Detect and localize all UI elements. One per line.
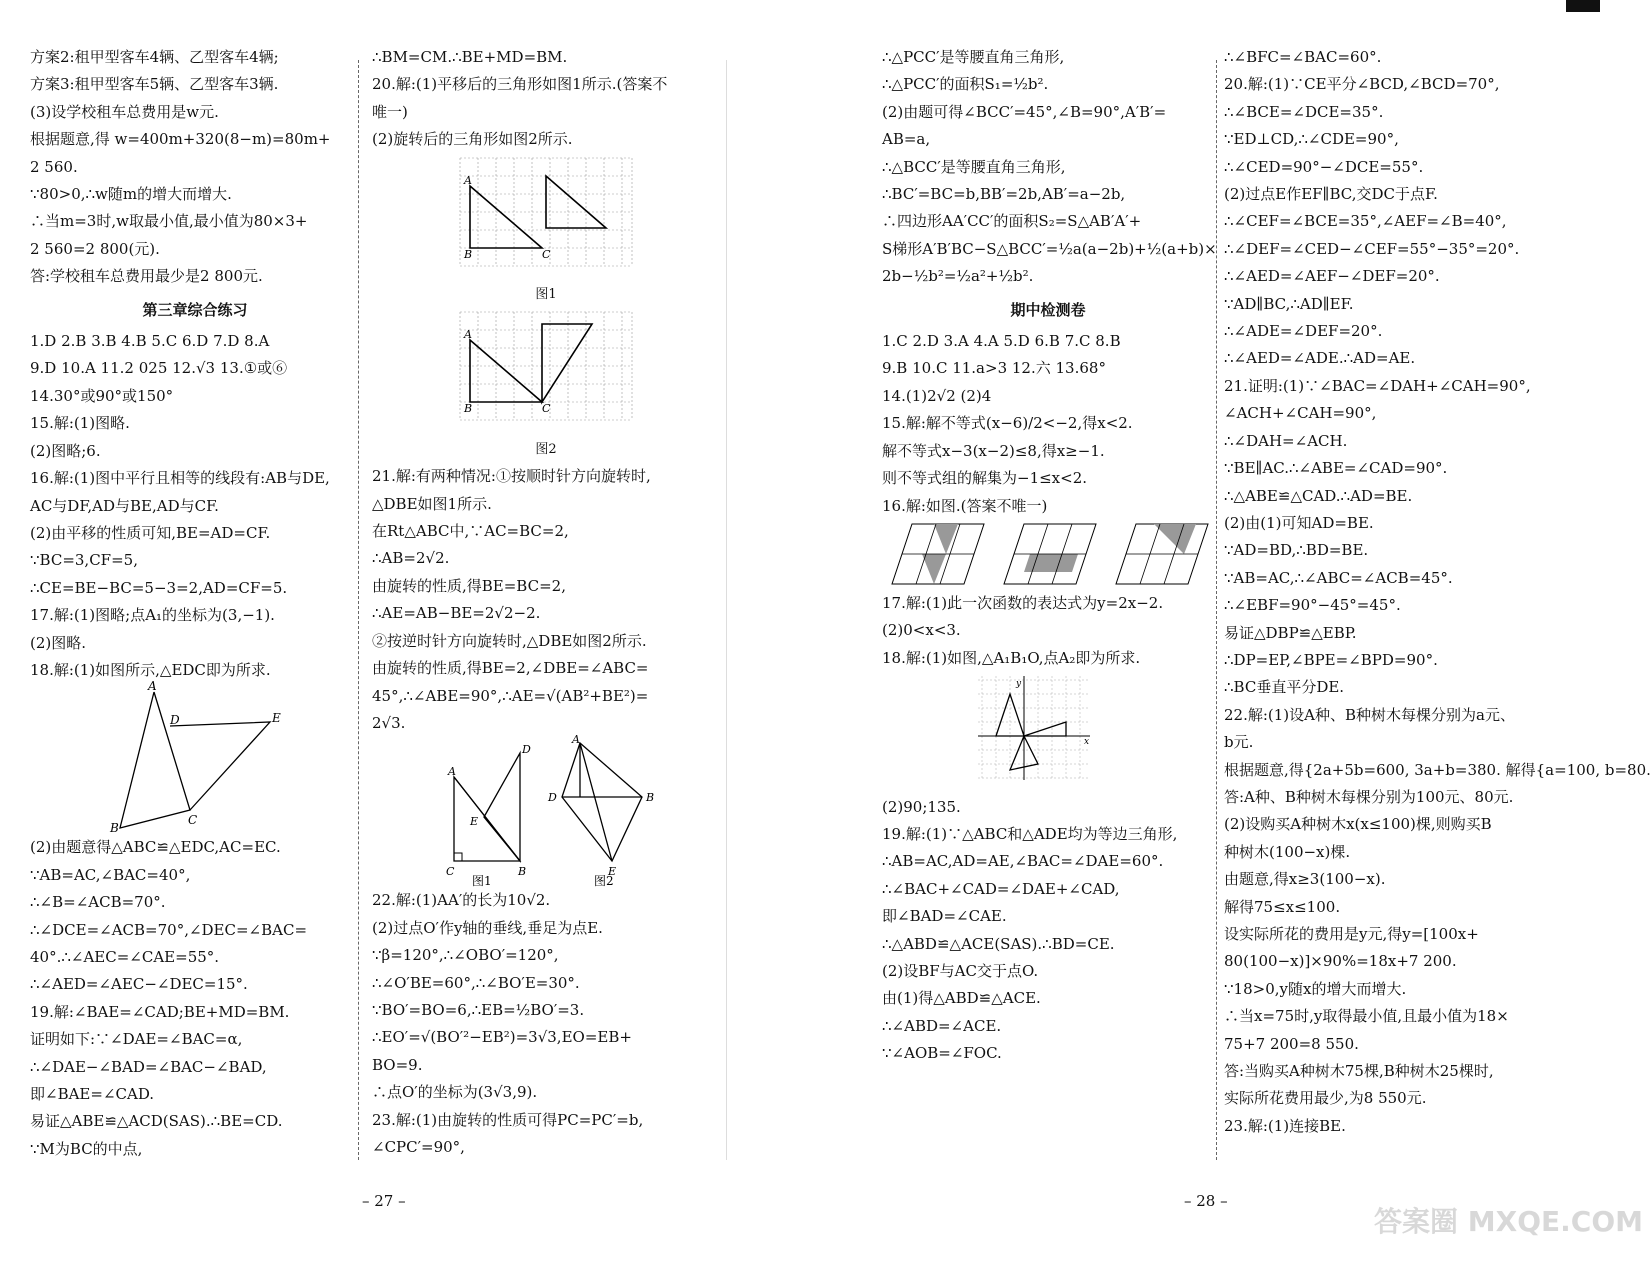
text-line: ∵β=120°,∴∠OBO′=120°, xyxy=(372,946,559,965)
text-line: ∴当m=3时,w取最小值,最小值为80×3+ xyxy=(30,212,308,231)
text-line: (2)过点E作EF∥BC,交DC于点F. xyxy=(1224,185,1438,204)
col3-block-a xyxy=(882,44,1217,291)
text-line: 2b−½b²=½a²+½b². xyxy=(882,267,1034,286)
svg-text:E: E xyxy=(608,865,617,879)
text-line: 1.C 2.D 3.A 4.A 5.D 6.B 7.C 8.B xyxy=(882,332,1121,351)
text-line: 方案3:租甲型客车5辆、乙型客车3辆. xyxy=(30,75,279,94)
text-line: 18.解:(1)如图所示,△EDC即为所求. xyxy=(30,660,271,679)
text-line: ∵BC=3,CF=5, xyxy=(30,551,138,570)
text-line: 由旋转的性质,得BE=2,∠DBE=∠ABC= xyxy=(372,659,649,678)
text-line: 2√3. xyxy=(372,713,406,732)
text-line: 实际所花费用最少,为8 550元. xyxy=(1224,1089,1427,1108)
text-line: ∵M为BC的中点, xyxy=(30,1139,143,1158)
text-line: ∵AB=AC,∠BAC=40°, xyxy=(30,865,191,884)
text-line: 易证△ABE≌△ACD(SAS).∴BE=CD. xyxy=(30,1112,283,1131)
text-line: ②按逆时针方向旋转时,△DBE如图2所示. xyxy=(372,631,647,650)
text-line: (2)图略;6. xyxy=(30,441,101,460)
col1-block-c xyxy=(30,834,360,1163)
text-line: 19.解:(1)∵△ABC和△ADE均为等边三角形, xyxy=(882,824,1178,843)
svg-text:A: A xyxy=(464,328,472,342)
corner-mark xyxy=(1566,0,1600,12)
column-1 xyxy=(30,44,360,1163)
page-number-right: – 28 – xyxy=(1184,1192,1228,1210)
text-line: 15.解:(1)图略. xyxy=(30,414,130,433)
svg-text:A: A xyxy=(464,173,472,187)
svg-text:A: A xyxy=(448,765,456,779)
grid-figure-1 xyxy=(456,154,636,272)
text-line: 21.证明:(1)∵∠BAC=∠DAH+∠CAH=90°, xyxy=(1224,376,1531,395)
text-line: (2)设BF与AC交于点O. xyxy=(882,961,1039,980)
text-line: ∴AB=AC,AD=AE,∠BAC=∠DAE=60°. xyxy=(882,852,1164,871)
text-line: (2)图略. xyxy=(30,633,87,652)
text-line: (2)由题可得∠BCC′=45°,∠B=90°,A′B′= xyxy=(882,102,1167,121)
watermark-logo xyxy=(1366,1191,1643,1251)
svg-text:B: B xyxy=(464,402,473,416)
text-line: 1.D 2.B 3.B 4.B 5.C 6.D 7.D 8.A xyxy=(30,332,270,351)
svg-text:C: C xyxy=(188,813,198,828)
svg-text:C: C xyxy=(542,402,551,416)
text-line: ∴当x=75时,y取得最小值,且最小值为18× xyxy=(1224,1007,1509,1026)
text-line: 9.B 10.C 11.a>3 12.六 13.68° xyxy=(882,359,1106,378)
figure-q16-triangle-grids xyxy=(882,520,1212,590)
text-line: 证明如下:∵∠DAE=∠BAC=α, xyxy=(30,1030,243,1049)
figure-q18-coordinate xyxy=(882,672,1214,793)
col3-block-c xyxy=(882,590,1214,672)
svg-text:E: E xyxy=(272,711,281,726)
text-line: (2)过点O′作y轴的垂线,垂足为点E. xyxy=(372,918,603,937)
text-line: 由(1)得△ABD≌△ACE. xyxy=(882,989,1041,1008)
text-line: 由旋转的性质,得BE=BC=2, xyxy=(372,576,566,595)
text-line: 2 560=2 800(元). xyxy=(30,239,160,258)
column-2 xyxy=(372,44,724,1161)
column-divider-right xyxy=(1216,60,1217,1160)
text-line: 易证△DBP≌△EBP. xyxy=(1224,623,1357,642)
text-line: ∴∠EBF=90°−45°=45°. xyxy=(1224,596,1401,615)
text-line: AB=a, xyxy=(882,130,931,149)
figure-q18 xyxy=(30,679,360,836)
text-line: (2)旋转后的三角形如图2所示. xyxy=(372,130,573,149)
text-line: ∵AD∥BC,∴AD∥EF. xyxy=(1224,294,1354,313)
text-line: ∴△PCC′的面积S₁=½b². xyxy=(882,75,1049,94)
text-line: 20.解:(1)平移后的三角形如图1所示.(答案不 xyxy=(372,75,668,94)
text-line: ∴∠DEF=∠CED−∠CEF=55°−35°=20°. xyxy=(1224,239,1520,258)
text-line: ∴AE=AB−BE=2√2−2. xyxy=(372,604,541,623)
text-line: ∴四边形AA′CC′的面积S₂=S△AB′A′+ xyxy=(882,212,1142,231)
watermark-text: 答案圈 MXQE.COM xyxy=(1374,1205,1643,1238)
fig21-caption-1: 图1 xyxy=(472,874,492,889)
text-line: ∴∠DAE−∠BAD=∠BAC−∠BAD, xyxy=(30,1057,267,1076)
svg-text:D: D xyxy=(548,791,557,805)
svg-text:B: B xyxy=(110,821,119,836)
text-line: 2 560. xyxy=(30,157,78,176)
text-line: 解不等式x−3(x−2)≤8,得x≥−1. xyxy=(882,441,1105,460)
column-3 xyxy=(882,44,1217,1068)
text-line: ∵AD=BD,∴BD=BE. xyxy=(1224,541,1369,560)
text-line: ∴∠DAH=∠ACH. xyxy=(1224,431,1348,450)
text-line: 答:当购买A种树木75棵,B种树木25棵时, xyxy=(1224,1062,1494,1081)
text-line: ∴∠AED=∠AEF−∠DEF=20°. xyxy=(1224,267,1440,286)
figure-q20 xyxy=(372,154,724,464)
text-line: ∵80>0,∴w随m的增大而增大. xyxy=(30,185,232,204)
text-line: AC与DF,AD与BE,AD与CF. xyxy=(30,496,219,515)
text-line: ∴△ABE≌△CAD.∴AD=BE. xyxy=(1224,486,1413,505)
text-line: 即∠BAE=∠CAD. xyxy=(30,1085,155,1103)
text-line: 45°,∴∠ABE=90°,∴AE=√(AB²+BE²)= xyxy=(372,686,649,705)
text-line: ∴∠ADE=∠DEF=20°. xyxy=(1224,322,1383,341)
col3-block-b xyxy=(882,328,1214,520)
figure-caption-2: 图2 xyxy=(535,441,557,457)
text-line: 22.解:(1)AA′的长为10√2. xyxy=(372,891,551,910)
text-line: ∴AB=2√2. xyxy=(372,549,450,568)
text-line: 唯一) xyxy=(372,102,408,121)
col4-block xyxy=(1224,44,1651,1140)
text-line: ∴∠DCE=∠ACB=70°,∠DEC=∠BAC= xyxy=(30,920,308,939)
text-line: 根据题意,得 w=400m+320(8−m)=80m+ xyxy=(30,130,331,149)
text-line: 80(100−x)]×90%=18x+7 200. xyxy=(1224,952,1457,971)
text-line: ∵BE∥AC.∴∠ABE=∠CAD=90°. xyxy=(1224,459,1448,478)
text-line: 23.解:(1)由旋转的性质可得PC=PC′=b, xyxy=(372,1110,644,1129)
svg-text:y: y xyxy=(1016,679,1022,690)
text-line: 14.30°或90°或150° xyxy=(30,386,174,405)
text-line: ∴∠AED=∠ADE.∴AD=AE. xyxy=(1224,349,1416,368)
text-line: 根据题意,得{2a+5b=600, 3a+b=380. 解得{a=100, b=80. xyxy=(1224,760,1651,779)
svg-text:E: E xyxy=(470,815,479,829)
col3-block-d xyxy=(882,794,1214,1068)
text-line: 40°.∴∠AEC=∠CAE=55°. xyxy=(30,947,220,966)
text-line: 17.解:(1)此一次函数的表达式为y=2x−2. xyxy=(882,593,1164,612)
col2-block-a xyxy=(372,44,724,154)
svg-text:C: C xyxy=(542,247,551,261)
col1-block-b xyxy=(30,328,360,684)
text-line: ∴△BCC′是等腰直角三角形, xyxy=(882,157,1066,176)
text-line: 15.解:解不等式(x−6)/2<−2,得x<2. xyxy=(882,414,1133,433)
figure-caption-1: 图1 xyxy=(535,287,557,303)
text-line: 17.解:(1)图略;点A₁的坐标为(3,−1). xyxy=(30,606,275,625)
text-line: (2)90;135. xyxy=(882,797,961,816)
svg-text:B: B xyxy=(518,865,527,879)
text-line: ∴DP=EP,∠BPE=∠BPD=90°. xyxy=(1224,650,1438,669)
text-line: 18.解:(1)如图,△A₁B₁O,点A₂即为所求. xyxy=(882,648,1141,667)
page-number-left: – 27 – xyxy=(362,1192,406,1210)
text-line: ∵AB=AC,∴∠ABC=∠ACB=45°. xyxy=(1224,568,1453,587)
svg-text:C: C xyxy=(446,865,455,879)
col2-block-b xyxy=(372,463,724,737)
column-4 xyxy=(1224,44,1651,1140)
text-line: 9.D 10.A 11.2 025 12.√3 13.①或⑥ xyxy=(30,359,288,378)
section-title-chapter3: 第三章综合练习 xyxy=(142,300,248,319)
text-line: ∴BC垂直平分DE. xyxy=(1224,678,1345,697)
text-line: 即∠BAD=∠CAE. xyxy=(882,907,1007,926)
text-line: 21.解:有两种情况:①按顺时针方向旋转时, xyxy=(372,467,651,486)
grid-figure-2 xyxy=(456,308,636,426)
svg-text:B: B xyxy=(464,247,473,261)
text-line: 方案2:租甲型客车4辆、乙型客车4辆; xyxy=(30,48,279,66)
svg-text:A: A xyxy=(148,679,157,694)
text-line: △DBE如图1所示. xyxy=(372,494,492,513)
svg-text:D: D xyxy=(522,743,531,757)
text-line: 19.解:∠BAE=∠CAD;BE+MD=BM. xyxy=(30,1002,290,1021)
text-line: ∴BM=CM.∴BE+MD=BM. xyxy=(372,48,568,66)
text-line: ∠CPC′=90°, xyxy=(372,1137,465,1156)
text-line: 解得75≤x≤100. xyxy=(1224,897,1341,916)
figure-q21 xyxy=(372,733,722,889)
text-line: ∴EO′=√(BO′²−EB²)=3√3,EO=EB+ xyxy=(372,1028,632,1047)
text-line: (2)0<x<3. xyxy=(882,621,961,640)
col2-block-c xyxy=(372,887,724,1161)
svg-text:B: B xyxy=(646,791,655,805)
svg-text:A: A xyxy=(572,733,580,747)
text-line: S梯形A′B′BC−S△BCC′=½a(a−2b)+½(a+b)× xyxy=(882,239,1217,258)
text-line: ∠ACH+∠CAH=90°, xyxy=(1224,404,1377,423)
text-line: ∴∠BAC+∠CAD=∠DAE+∠CAD, xyxy=(882,879,1120,898)
text-line: 在Rt△ABC中,∵AC=BC=2, xyxy=(372,522,569,541)
column-divider-left xyxy=(358,60,359,1160)
coordinate-grid xyxy=(974,672,1094,784)
text-line: BO=9. xyxy=(372,1055,423,1074)
text-line: (2)由平移的性质可知,BE=AD=CF. xyxy=(30,523,271,542)
text-line: ∵∠AOB=∠FOC. xyxy=(882,1044,1002,1063)
text-line: ∵ED⊥CD,∴∠CDE=90°, xyxy=(1224,130,1399,149)
text-line: 22.解:(1)设A种、B种树木每棵分别为a元、 xyxy=(1224,705,1515,724)
text-line: 23.解:(1)连接BE. xyxy=(1224,1116,1346,1135)
text-line: ∴∠O′BE=60°,∴∠BO′E=30°. xyxy=(372,973,580,992)
text-line: (2)由(1)可知AD=BE. xyxy=(1224,513,1374,532)
text-line: b元. xyxy=(1224,733,1254,752)
svg-text:x: x xyxy=(1084,737,1090,748)
text-line: 20.解:(1)∵CE平分∠BCD,∠BCD=70°, xyxy=(1224,75,1500,94)
text-line: 种树木(100−x)棵. xyxy=(1224,842,1351,861)
text-line: ∴△PCC′是等腰直角三角形, xyxy=(882,48,1065,66)
text-line: 设实际所花的费用是y元,得y=[100x+ xyxy=(1224,925,1479,943)
text-line: ∴点O′的坐标为(3√3,9). xyxy=(372,1083,538,1102)
text-line: ∵18>0,y随x的增大而增大. xyxy=(1224,979,1407,998)
col1-block-a xyxy=(30,44,360,291)
text-line: 16.解:(1)图中平行且相等的线段有:AB与DE, xyxy=(30,469,330,488)
text-line: ∴∠AED=∠AEC−∠DEC=15°. xyxy=(30,975,248,994)
text-line: 16.解:如图.(答案不唯一) xyxy=(882,496,1048,515)
fig21-caption-2: 图2 xyxy=(594,874,614,889)
text-line: (3)设学校租车总费用是w元. xyxy=(30,102,219,121)
text-line: ∴BC′=BC=b,BB′=2b,AB′=a−2b, xyxy=(882,185,1126,204)
text-line: 75+7 200=8 550. xyxy=(1224,1034,1359,1053)
text-line: ∴△ABD≌△ACE(SAS).∴BD=CE. xyxy=(882,934,1115,953)
text-line: ∴∠BFC=∠BAC=60°. xyxy=(1224,48,1382,66)
text-line: ∴∠ABD=∠ACE. xyxy=(882,1016,1002,1035)
text-line: 答:学校租车总费用最少是2 800元. xyxy=(30,267,263,286)
page-gutter xyxy=(726,60,727,1160)
text-line: ∴∠CEF=∠BCE=35°,∠AEF=∠B=40°, xyxy=(1224,212,1507,231)
text-line: ∴∠B=∠ACB=70°. xyxy=(30,893,166,912)
text-line: ∴∠BCE=∠DCE=35°. xyxy=(1224,102,1384,121)
text-line: ∴∠CED=90°−∠DCE=55°. xyxy=(1224,157,1424,176)
text-line: 答:A种、B种树木每棵分别为100元、80元. xyxy=(1224,787,1514,806)
text-line: ∵BO′=BO=6,∴EB=½BO′=3. xyxy=(372,1000,585,1019)
text-line: (2)设购买A种树木x(x≤100)棵,则购买B xyxy=(1224,815,1492,834)
svg-text:D: D xyxy=(170,713,180,728)
text-line: ∴CE=BE−BC=5−3=2,AD=CF=5. xyxy=(30,578,288,597)
text-line: 则不等式组的解集为−1≤x<2. xyxy=(882,469,1088,488)
text-line: 14.(1)2√2 (2)4 xyxy=(882,386,992,405)
text-line: 由题意,得x≥3(100−x). xyxy=(1224,870,1386,889)
text-line: (2)由题意得△ABC≌△EDC,AC=EC. xyxy=(30,838,281,857)
section-title-midterm: 期中检测卷 xyxy=(1010,300,1086,319)
